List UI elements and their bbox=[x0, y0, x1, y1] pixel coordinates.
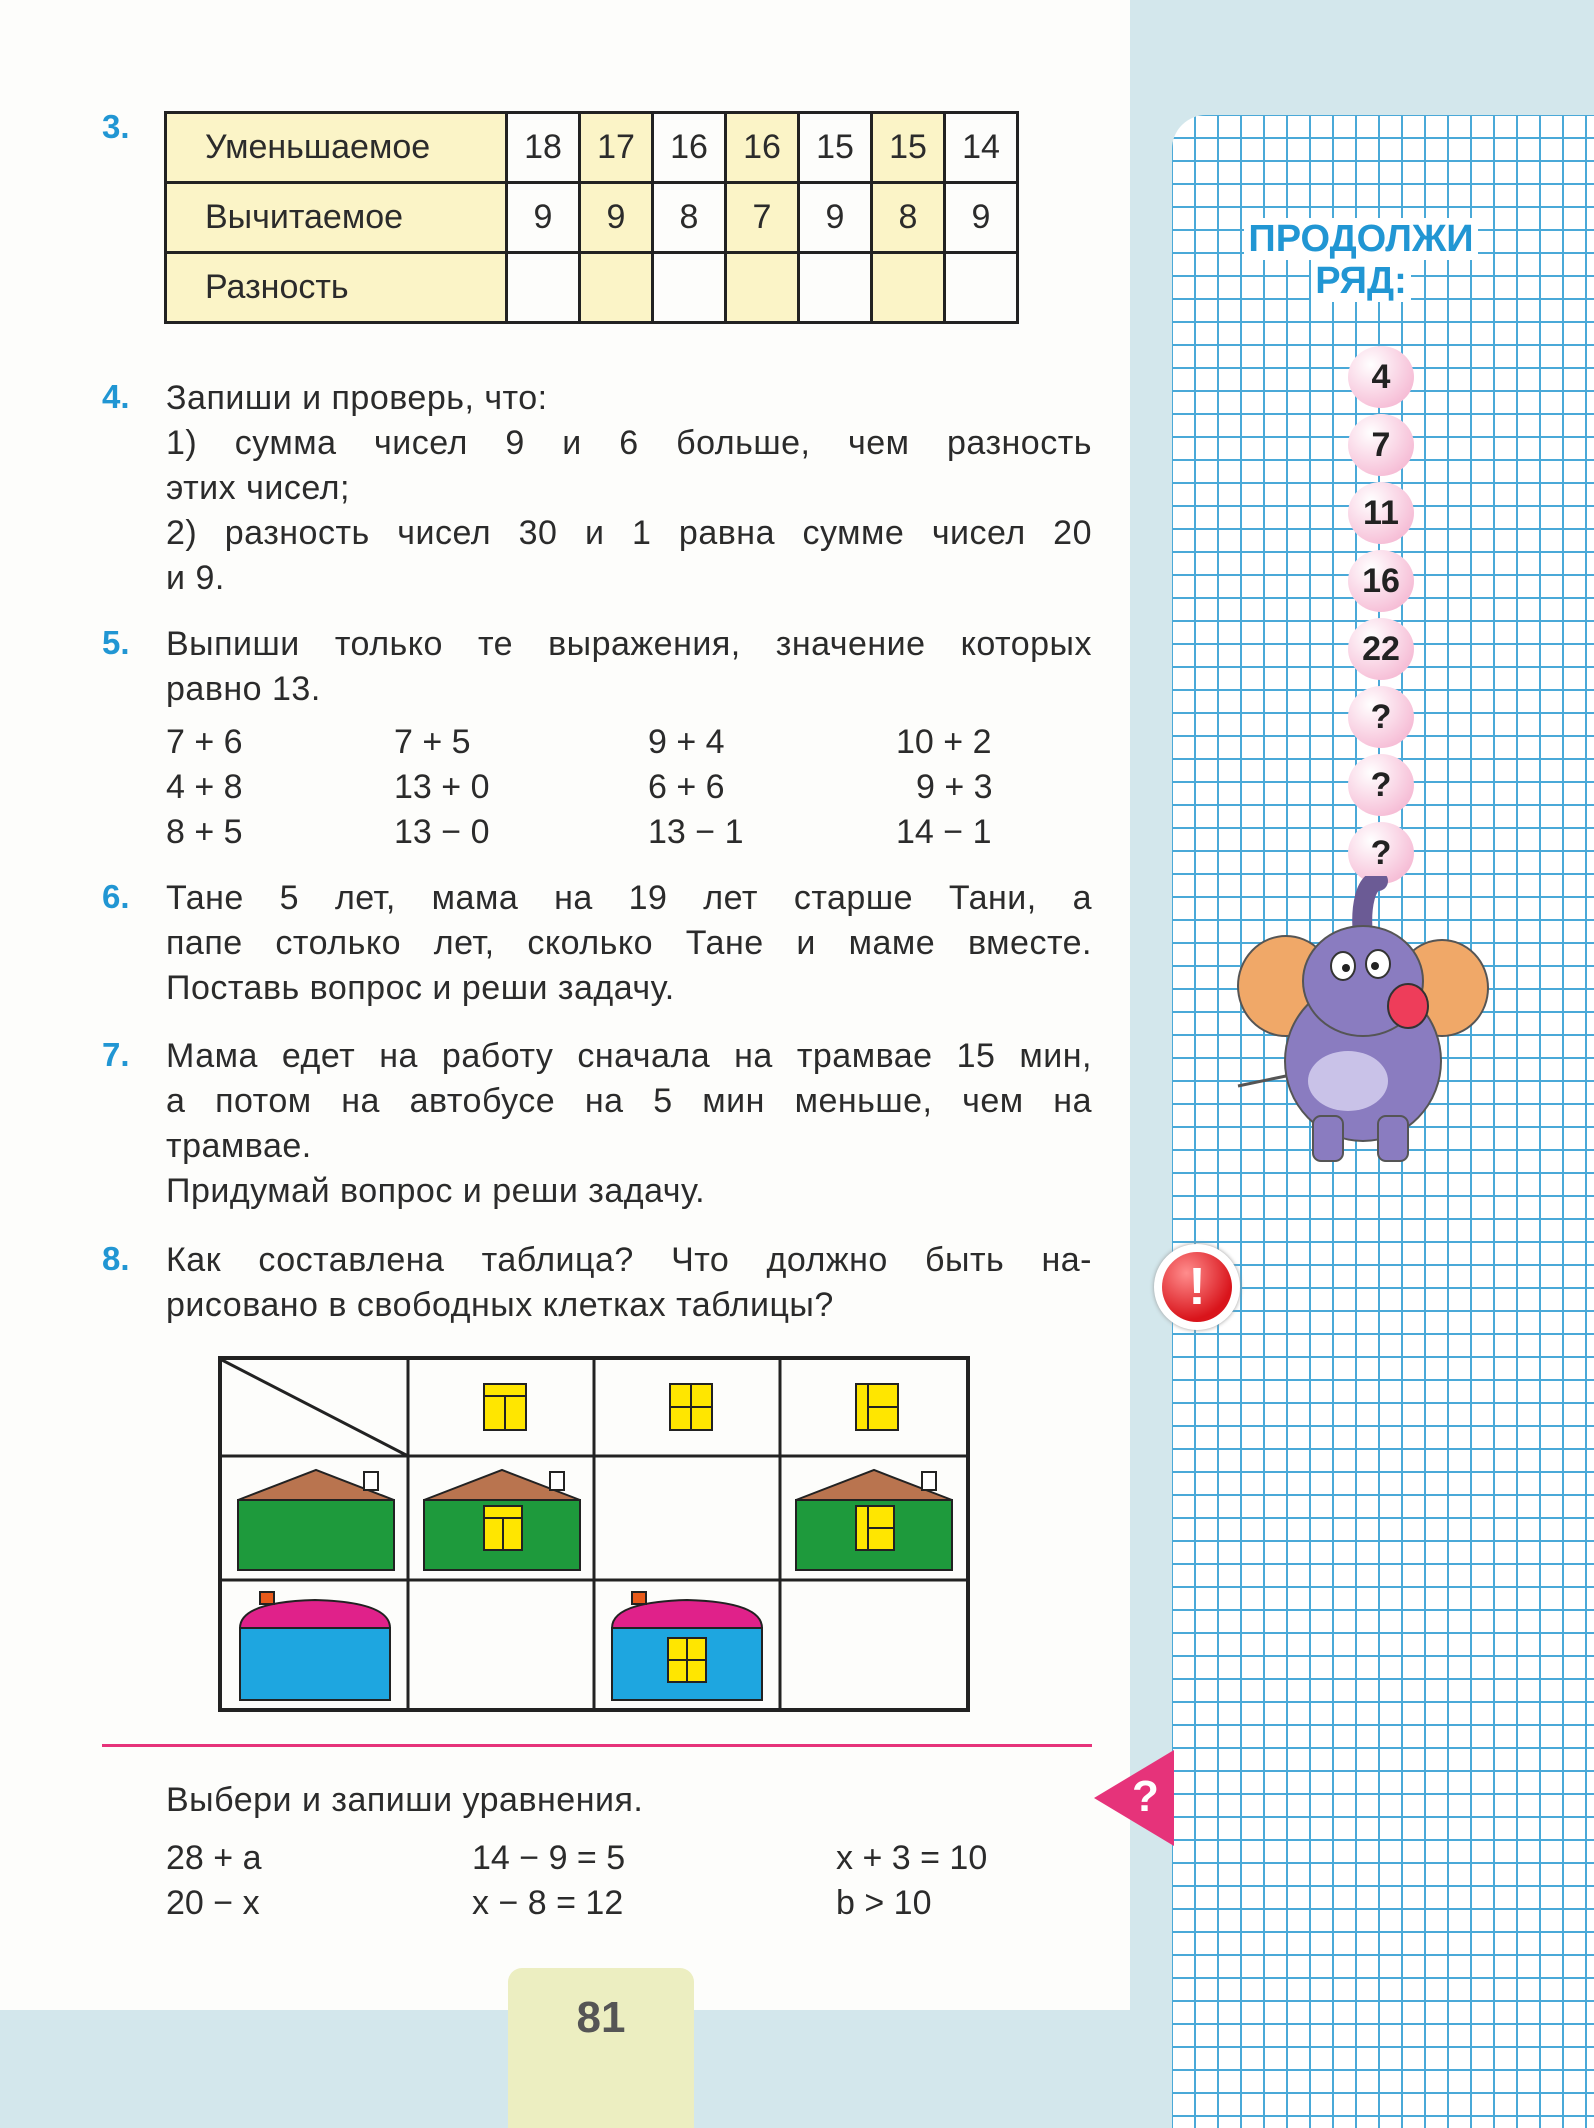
expression: 4 + 8 bbox=[166, 768, 243, 806]
cell: 9 bbox=[580, 183, 653, 253]
expression: 6 + 6 bbox=[648, 768, 725, 806]
task6-text bbox=[166, 876, 1092, 1011]
empty-cell bbox=[945, 253, 1018, 323]
cell: 9 bbox=[507, 183, 580, 253]
series-bead: 4 bbox=[1348, 346, 1414, 408]
series-bead: 22 bbox=[1348, 618, 1414, 680]
attention-icon: ! bbox=[1154, 1244, 1240, 1330]
cell: 16 bbox=[726, 113, 799, 183]
expression: 8 + 5 bbox=[166, 813, 243, 851]
expression: x − 8 = 12 bbox=[472, 1884, 624, 1922]
text-line: Мама едет на работу сначала на трамвае 15 мин, bbox=[166, 1037, 1092, 1075]
task-number-8: 8. bbox=[102, 1240, 130, 1277]
text-line: 1) сумма чисел 9 и 6 больше, чем разность bbox=[166, 424, 1092, 462]
text-line: этих чисел; bbox=[166, 469, 350, 507]
series-bead: 11 bbox=[1348, 482, 1414, 544]
series-bead: 7 bbox=[1348, 414, 1414, 476]
empty-cell bbox=[580, 253, 653, 323]
text-line: папе столько лет, сколько Тане и маме вместе. bbox=[166, 924, 1092, 962]
text-line: Придумай вопрос и реши задачу. bbox=[166, 1172, 706, 1210]
expression: 13 − 0 bbox=[394, 813, 490, 851]
expression: 7 + 5 bbox=[394, 723, 471, 761]
expression: 13 + 0 bbox=[394, 768, 490, 806]
expression: 9 + 4 bbox=[648, 723, 725, 761]
elephant-icon bbox=[1228, 876, 1508, 1166]
row-label: Вычитаемое bbox=[166, 183, 507, 253]
row-difference bbox=[166, 253, 1018, 323]
subtraction-table bbox=[164, 111, 1019, 324]
empty-cell bbox=[872, 253, 945, 323]
window-icon-t-shape bbox=[856, 1384, 898, 1430]
series-bead: ? bbox=[1348, 822, 1414, 884]
row-subtrahend bbox=[166, 183, 1018, 253]
task5-text bbox=[166, 622, 1092, 712]
blue-house-with-window-icon bbox=[612, 1592, 762, 1700]
house-puzzle-table bbox=[218, 1356, 970, 1712]
task4-text bbox=[166, 376, 1092, 601]
expression: b > 10 bbox=[836, 1884, 932, 1922]
task-number-3: 3. bbox=[102, 108, 130, 145]
page-number: 81 bbox=[508, 1968, 694, 2128]
text-line: Как составлена таблица? Что должно быть на- bbox=[166, 1241, 1092, 1279]
cell: 8 bbox=[653, 183, 726, 253]
row-label: Уменьшаемое bbox=[166, 113, 507, 183]
expression: 20 − x bbox=[166, 1884, 260, 1922]
task8-text bbox=[166, 1238, 1092, 1328]
row-label: Разность bbox=[166, 253, 507, 323]
question-mark-icon: ? bbox=[1132, 1772, 1159, 1821]
title-line: РЯД: bbox=[1311, 260, 1410, 302]
text-line: Выпиши только те выражения, значение которых bbox=[166, 625, 1092, 663]
cell: 9 bbox=[945, 183, 1018, 253]
bonus-intro bbox=[166, 1778, 1092, 1823]
window-icon-cross bbox=[670, 1384, 712, 1430]
cell: 14 bbox=[945, 113, 1018, 183]
cell: 17 bbox=[580, 113, 653, 183]
text-line: а потом на автобусе на 5 мин меньше, чем на bbox=[166, 1082, 1092, 1120]
expression-grid bbox=[166, 720, 1066, 860]
task7-text bbox=[166, 1034, 1092, 1214]
text-line: и 9. bbox=[166, 559, 225, 597]
expression: 9 + 3 bbox=[916, 768, 993, 806]
green-house-with-window-icon bbox=[424, 1470, 580, 1570]
text-line: Тане 5 лет, мама на 19 лет старше Тани, а bbox=[166, 879, 1092, 917]
task-number-4: 4. bbox=[102, 378, 130, 415]
green-house-icon bbox=[238, 1470, 394, 1570]
series-bead: ? bbox=[1348, 686, 1414, 748]
text-line: рисовано в свободных клетках таблицы? bbox=[166, 1286, 834, 1324]
expression: 28 + a bbox=[166, 1839, 262, 1877]
task-number-7: 7. bbox=[102, 1036, 130, 1073]
equation-grid bbox=[166, 1836, 1066, 1936]
title-line: ПРОДОЛЖИ bbox=[1244, 218, 1477, 260]
empty-cell bbox=[799, 253, 872, 323]
expression: 14 − 9 = 5 bbox=[472, 1839, 626, 1877]
text-line: Поставь вопрос и реши задачу. bbox=[166, 969, 675, 1007]
expression: x + 3 = 10 bbox=[836, 1839, 988, 1877]
cell: 16 bbox=[653, 113, 726, 183]
text-line: Выбери и запиши уравнения. bbox=[166, 1781, 644, 1819]
task-number-6: 6. bbox=[102, 878, 130, 915]
empty-cell bbox=[726, 253, 799, 323]
text-line: Запиши и проверь, что: bbox=[166, 379, 548, 417]
house-puzzle-drawing bbox=[222, 1360, 966, 1708]
empty-cell bbox=[653, 253, 726, 323]
blue-house-icon bbox=[240, 1592, 390, 1700]
series-bead: 16 bbox=[1348, 550, 1414, 612]
text-line: трамвае. bbox=[166, 1127, 312, 1165]
expression: 14 − 1 bbox=[896, 813, 992, 851]
cell: 15 bbox=[799, 113, 872, 183]
task-number-5: 5. bbox=[102, 624, 130, 661]
cell: 9 bbox=[799, 183, 872, 253]
expression: 13 − 1 bbox=[648, 813, 744, 851]
section-divider bbox=[102, 1744, 1092, 1747]
expression: 10 + 2 bbox=[896, 723, 992, 761]
cell: 8 bbox=[872, 183, 945, 253]
cell: 15 bbox=[872, 113, 945, 183]
cell: 18 bbox=[507, 113, 580, 183]
window-icon-vertical-bar bbox=[484, 1384, 526, 1430]
green-house-with-window-icon bbox=[796, 1470, 952, 1570]
row-minuend bbox=[166, 113, 1018, 183]
empty-cell bbox=[507, 253, 580, 323]
series-bead: ? bbox=[1348, 754, 1414, 816]
sidebar-title bbox=[1236, 218, 1486, 302]
cell: 7 bbox=[726, 183, 799, 253]
text-line: 2) разность чисел 30 и 1 равна сумме чисел 20 bbox=[166, 514, 1092, 552]
expression: 7 + 6 bbox=[166, 723, 243, 761]
text-line: равно 13. bbox=[166, 670, 321, 708]
